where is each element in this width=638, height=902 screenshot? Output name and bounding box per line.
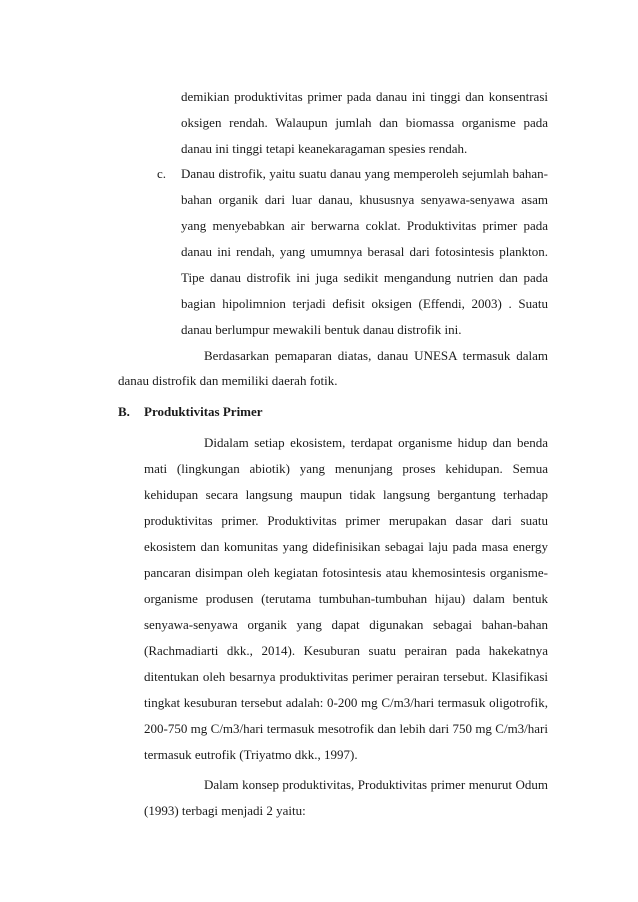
list-item-line: bagian hipolimnion terjadi defisit oksigen (Effendi, 2003) . Suatu xyxy=(181,296,548,311)
paragraph-line: ditentukan oleh besarnya produktivitas perimer perairan tersebut. Klasifikasi xyxy=(144,669,548,684)
paragraph-line: ekosistem dan komunitas yang didefinisikan sebagai laju pada masa energy xyxy=(144,539,548,554)
list-item-line: Tipe danau distrofik ini juga sedikit mengandung nutrien dan pada xyxy=(181,270,548,285)
list-item-line: Danau distrofik, yaitu suatu danau yang memperoleh sejumlah bahan- xyxy=(181,166,548,181)
paragraph-line: (Rachmadiarti dkk., 2014). Kesuburan suatu perairan pada hakekatnya xyxy=(144,643,548,658)
paragraph-line: Dalam konsep produktivitas, Produktivitas primer menurut Odum xyxy=(204,777,548,792)
list-continuation-line: danau ini tinggi tetapi keanekaragaman spesies rendah. xyxy=(181,141,468,156)
paragraph-line: termasuk eutrofik (Triyatmo dkk., 1997). xyxy=(144,747,358,762)
paragraph-line: (1993) terbagi menjadi 2 yaitu: xyxy=(144,803,306,818)
list-item-line: danau ini rendah, yang umumnya berasal dari fotosintesis plankton. xyxy=(181,244,548,259)
paragraph-line: senyawa-senyawa organik yang dapat digunakan sebagai bahan-bahan xyxy=(144,617,548,632)
section-marker-b: B. xyxy=(118,404,130,419)
list-item-line: yang menyebabkan air berwarna coklat. Produktivitas primer pada xyxy=(181,218,548,233)
list-continuation-line: oksigen rendah. Walaupun jumlah dan biomassa organisme pada xyxy=(181,115,548,130)
paragraph-line: mati (lingkungan abiotik) yang menunjang proses kehidupan. Semua xyxy=(144,461,548,476)
paragraph-line: organisme produsen (terutama tumbuhan-tumbuhan hijau) dalam bentuk xyxy=(144,591,548,606)
paragraph-line: Berdasarkan pemaparan diatas, danau UNESA termasuk dalam xyxy=(204,348,548,363)
paragraph-line: danau distrofik dan memiliki daerah fotik. xyxy=(118,373,338,388)
list-item-line: bahan organik dari luar danau, khususnya senyawa-senyawa asam xyxy=(181,192,548,207)
paragraph-line: tingkat kesuburan tersebut adalah: 0-200 mg C/m3/hari termasuk oligotrofik, xyxy=(144,695,548,710)
list-marker-c: c. xyxy=(157,166,167,181)
paragraph-line: Didalam setiap ekosistem, terdapat organisme hidup dan benda xyxy=(204,435,548,450)
paragraph-line: 200-750 mg C/m3/hari termasuk mesotrofik dan lebih dari 750 mg C/m3/hari xyxy=(144,721,548,736)
paragraph-line: produktivitas primer. Produktivitas primer merupakan dasar dari suatu xyxy=(144,513,548,528)
paragraph-line: kehidupan secara langsung maupun tidak langsung bergantung terhadap xyxy=(144,487,548,502)
list-continuation-line: demikian produktivitas primer pada danau ini tinggi dan konsentrasi xyxy=(181,89,548,104)
paragraph-line: pancaran disimpan oleh kegiatan fotosintesis atau khemosintesis organisme- xyxy=(144,565,548,580)
list-item-line: danau berlumpur mewakili bentuk danau distrofik ini. xyxy=(181,322,462,337)
section-heading: Produktivitas Primer xyxy=(144,404,263,419)
